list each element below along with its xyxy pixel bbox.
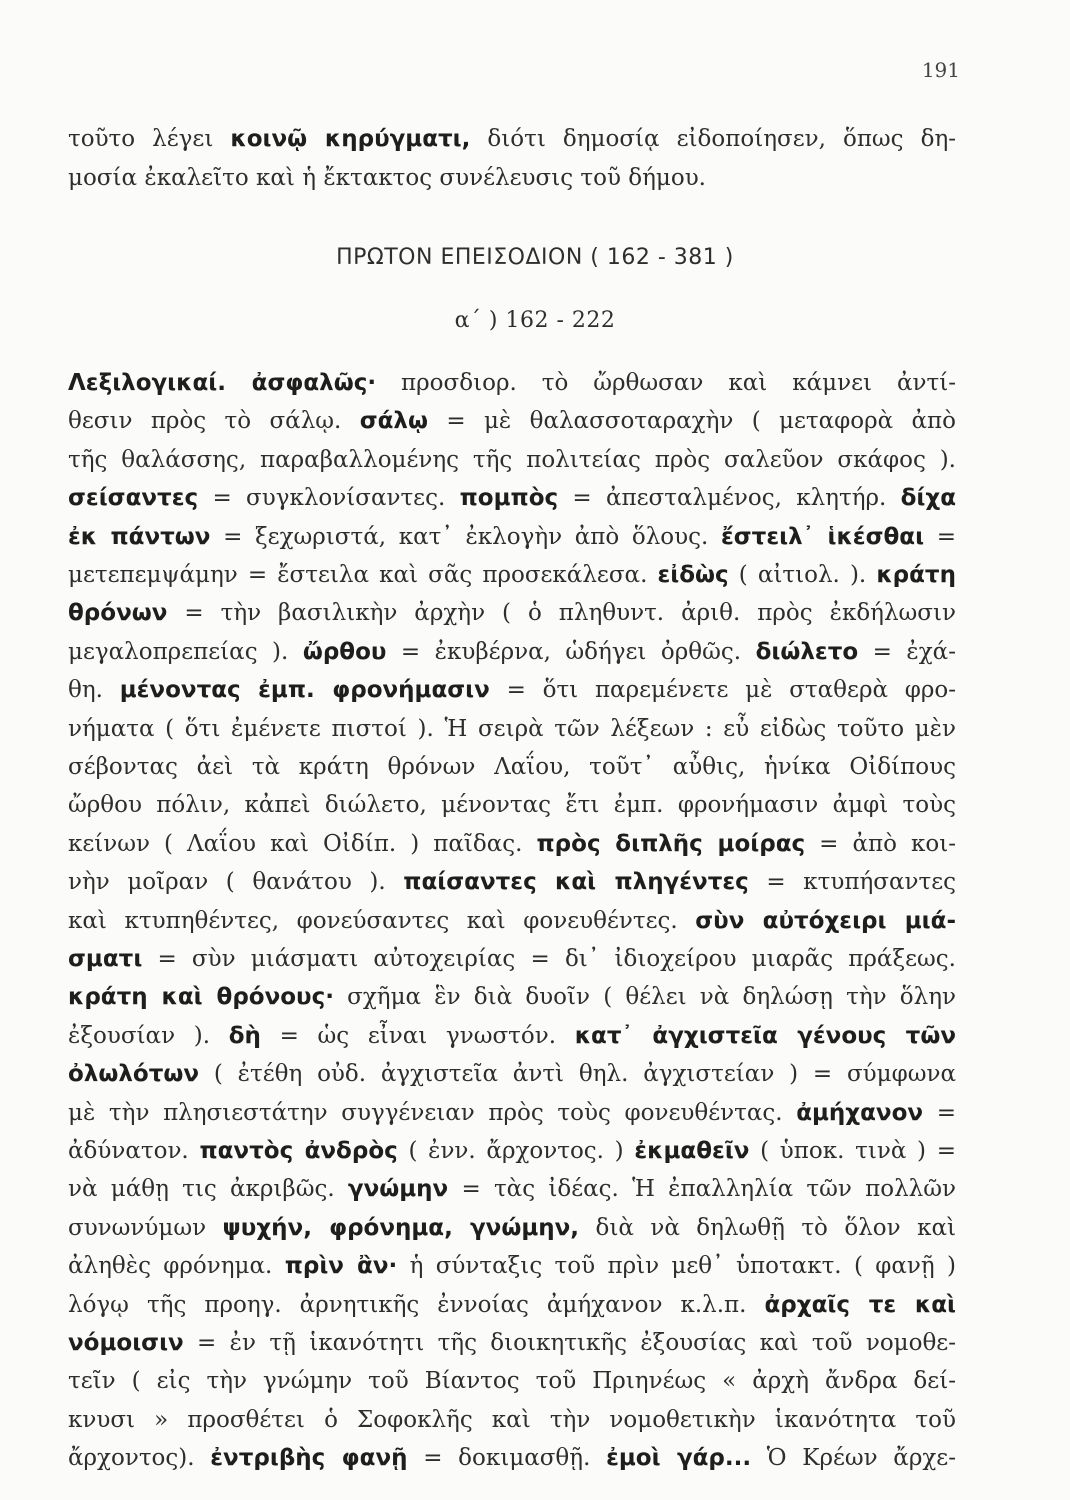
text-run: κείνων ( Λαΐου καὶ Οἰδίπ. ) παῖδας. xyxy=(68,830,537,857)
text-run: ἄρχοντος). xyxy=(68,1445,211,1472)
bold-term: κράτη xyxy=(876,562,956,588)
bold-term: θρόνων xyxy=(68,600,168,627)
text-line xyxy=(68,1406,956,1433)
text-run: διὰ νὰ δηλωθῇ τὸ ὅλον καὶ xyxy=(579,1214,956,1241)
bold-term: εἰδὼς xyxy=(657,562,729,588)
text-run: τοῦτο λέγει xyxy=(68,126,231,152)
bold-term: δὴ xyxy=(228,1022,261,1049)
text-run: ἀδύνατον. xyxy=(68,1138,200,1164)
text-run: τεῖν ( εἰς τὴν γνώμην τοῦ Βίαντος τοῦ Πριηνέως « ἀρχὴ ἄνδρα δεί- xyxy=(68,1368,956,1395)
bold-term: ἔστειλ᾽ ἱκέσθαι xyxy=(720,523,925,550)
text-run: καὶ κτυπηθέντες, φονεύσαντες καὶ φονευθέντες. xyxy=(68,907,696,934)
subsection-title: α΄ ) 162 - 222 xyxy=(454,308,616,333)
bold-term: Λεξιλογικαί. ἀσφαλῶς· xyxy=(68,370,377,396)
text-run: μετεπεμψάμην = ἔστειλα καὶ σᾶς προσεκάλεσα. xyxy=(68,562,658,588)
bold-term: σείσαντες xyxy=(68,485,199,512)
text-run: = ἀπεσταλμένος, κλητήρ. xyxy=(558,485,901,512)
text-run: = δοκιμασθῇ. xyxy=(407,1445,607,1472)
text-run: ( ἐτέθη οὐδ. ἀγχιστεῖα ἀντὶ θηλ. ἀγχιστείαν ) = σύμφωνα xyxy=(199,1061,956,1088)
bold-term: διώλετο xyxy=(755,638,859,665)
text-run: νήματα ( ὅτι ἐμένετε πιστοί ). Ἡ σειρὰ τῶν λέξεων : εὖ εἰδὼς τοῦτο μὲν xyxy=(68,715,956,742)
text-run: διότι δημοσίᾳ εἰδοποίησεν, ὅπως δη- xyxy=(470,126,957,152)
bold-term: σματι xyxy=(68,946,143,972)
text-run: μὲ τὴν πλησιεστάτην συγγένειαν πρὸς τοὺς φονευθέντας. xyxy=(68,1099,797,1126)
section-title: ΠΡΩΤΟΝ ΕΠΕΙΣΟΔΙΟΝ ( 162 - 381 ) xyxy=(336,245,734,270)
text-run: = ἐχά- xyxy=(858,638,956,665)
text-run: κνυσι » προσθέτει ὁ Σοφοκλῆς καὶ τὴν νομοθετικὴν ἱκανότητα τοῦ xyxy=(68,1406,956,1433)
bold-term: πομπὸς xyxy=(459,485,559,512)
text-line xyxy=(68,602,956,625)
bold-term: ὀλωλότων xyxy=(68,1061,200,1088)
text-line xyxy=(68,446,956,473)
bold-term: παντὸς ἀνδρὸς xyxy=(199,1138,398,1164)
bold-term: κατ᾽ ἀγχιστεῖα γένους τῶν xyxy=(574,1022,956,1049)
text-line xyxy=(68,128,956,151)
text-run: = ἀπὸ κοι- xyxy=(805,830,957,857)
text-line xyxy=(68,487,956,510)
text-run: τῆς θαλάσσης, παραβαλλομένης τῆς πολιτείας πρὸς σαλεῦον σκάφος ). xyxy=(68,446,956,473)
bold-term: παίσαντες καὶ πληγέντες xyxy=(403,869,749,896)
text-line xyxy=(68,1178,956,1201)
text-line xyxy=(68,1140,956,1163)
text-line xyxy=(68,1099,956,1126)
text-run: ἡ σύνταξις τοῦ πρὶν μεθ᾽ ὑποτακτ. ( φανῇ ) xyxy=(397,1253,956,1280)
text-run: σχῆμα ἓν διὰ δυοῖν ( θέλει νὰ δηλώσῃ τὴν ὅλην xyxy=(333,984,956,1011)
text-line xyxy=(68,1022,956,1049)
bold-term: ἐντριβὴς φανῇ xyxy=(210,1445,408,1472)
text-line xyxy=(68,523,956,550)
text-run: σέβοντας ἀεὶ τὰ κράτη θρόνων Λαΐου, τοῦτ᾽ αὖθις, ἡνίκα Οἰδίπους xyxy=(68,754,956,780)
text-run: = ξεχωριστά, κατ᾽ ἐκλογὴν ἀπὸ ὅλους. xyxy=(210,523,721,550)
text-line xyxy=(68,715,956,742)
bold-term: ἐκμαθεῖν xyxy=(634,1138,750,1164)
text-line xyxy=(68,907,956,934)
text-line xyxy=(68,948,956,971)
bold-term: ἐμοὶ γάρ... xyxy=(606,1445,752,1472)
text-run: ( ἐνν. ἄρχοντος. ) xyxy=(397,1138,635,1164)
text-run: = xyxy=(923,1099,956,1126)
bold-term: ψυχήν, φρόνημα, γνώμην, xyxy=(222,1214,580,1241)
text-run: = ἐκυβέρνα, ὡδήγει ὀρθῶς. xyxy=(386,638,756,665)
text-line xyxy=(68,871,956,894)
bold-term: κράτη καὶ θρόνους· xyxy=(68,984,334,1011)
bold-term: γνώμην xyxy=(347,1176,449,1203)
text-line xyxy=(68,679,956,702)
bold-term: κοινῷ κηρύγματι, xyxy=(230,126,471,152)
text-run: προσδιορ. τὸ ὤρθωσαν καὶ κάμνει ἀντί- xyxy=(376,370,956,396)
text-line xyxy=(68,1255,956,1278)
text-line xyxy=(68,1063,956,1086)
text-run: θη. xyxy=(68,677,120,704)
text-run: = τὴν βασιλικὴν ἀρχὴν ( ὁ πληθυντ. ἀριθ. πρὸς ἐκδήλωσιν xyxy=(167,600,956,627)
text-run: ( ὑποκ. τινὰ ) = xyxy=(749,1138,956,1164)
text-run: = μὲ θαλασσοταραχὴν ( μεταφορὰ ἀπὸ xyxy=(427,408,956,435)
text-run: νὰ μάθῃ τις ἀκριβῶς. xyxy=(68,1176,348,1203)
text-line xyxy=(68,1332,956,1355)
bold-term: νόμοισιν xyxy=(68,1330,184,1356)
text-run: = τὰς ἰδέας. Ἡ ἐπαλληλία τῶν πολλῶν xyxy=(448,1176,956,1203)
text-line xyxy=(68,1214,956,1241)
bold-term: ἐκ πάντων xyxy=(68,523,211,550)
bold-term: μένοντας ἐμπ. φρονήμασιν xyxy=(119,677,490,704)
text-run: = ὅτι παρεμένετε μὲ σταθερὰ φρο- xyxy=(489,677,956,704)
text-run: = συγκλονίσαντες. xyxy=(198,485,460,512)
text-line xyxy=(68,372,956,395)
text-run: συνωνύμων xyxy=(68,1214,223,1241)
text-run: ἀληθὲς φρόνημα. xyxy=(68,1253,285,1280)
text-line xyxy=(68,830,957,857)
bold-term: σὺν αὐτόχειρι μιά- xyxy=(695,907,956,934)
text-run: θεσιν πρὸς τὸ σάλῳ. xyxy=(68,408,360,435)
bold-term: πρὶν ἂν· xyxy=(284,1253,398,1280)
text-line xyxy=(68,1370,956,1393)
text-line xyxy=(68,410,956,433)
bold-term: πρὸς διπλῆς μοίρας xyxy=(536,830,806,857)
text-line xyxy=(68,756,956,779)
page-number: 191 xyxy=(921,58,960,82)
text-line xyxy=(68,794,956,817)
text-run: λόγῳ τῆς προηγ. ἀρνητικῆς ἐννοίας ἀμήχανον κ.λ.π. xyxy=(68,1291,765,1318)
bold-term: ἀμήχανον xyxy=(796,1099,924,1126)
bold-term: ἀρχαῖς τε καὶ xyxy=(764,1291,956,1318)
text-run: = ἐν τῇ ἱκανότητι τῆς διοικητικῆς ἐξουσίας καὶ τοῦ νομοθε- xyxy=(183,1330,956,1356)
text-run: μεγαλοπρεπείας ). xyxy=(68,638,303,665)
bold-term: σάλῳ xyxy=(359,408,428,435)
text-line xyxy=(68,564,956,587)
text-run: = κτυπήσαντες xyxy=(748,869,956,896)
text-run: ἐξουσίαν ). xyxy=(68,1022,229,1049)
text-run: ὤρθου πόλιν, κἀπεὶ διώλετο, μένοντας ἔτι ἐμπ. φρονήμασιν ἀμφὶ τοὺς xyxy=(68,792,956,819)
text-line xyxy=(68,986,956,1009)
text-run: = xyxy=(924,523,956,550)
text-run: Ὁ Κρέων ἄρχε- xyxy=(751,1445,956,1472)
bold-term: δίχα xyxy=(900,485,956,512)
text-run: νὴν μοῖραν ( θανάτου ). xyxy=(68,869,404,896)
text-run: = ὡς εἶναι γνωστόν. xyxy=(260,1022,575,1049)
bold-term: ὤρθου xyxy=(302,638,387,665)
text-line xyxy=(68,638,956,665)
text-run: = σὺν μιάσματι αὐτοχειρίας = δι᾽ ἰδιοχείρου μιαρᾶς πράξεως. xyxy=(142,946,956,972)
text-line xyxy=(68,167,956,190)
text-line xyxy=(68,1447,956,1470)
text-line xyxy=(68,1291,956,1318)
text-run: ( αἰτιολ. ). xyxy=(728,562,877,588)
text-run: μοσία ἐκαλεῖτο καὶ ἡ ἔκτακτος συνέλευσις τοῦ δήμου. xyxy=(68,165,706,191)
